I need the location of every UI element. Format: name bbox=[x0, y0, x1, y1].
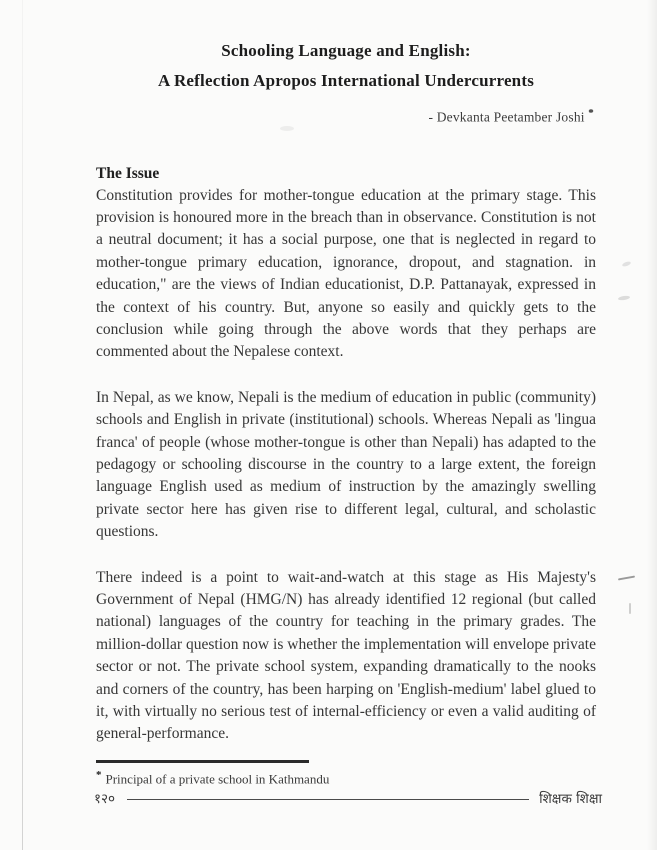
footnote bbox=[96, 769, 329, 787]
page-footer bbox=[94, 789, 602, 807]
author-footnote-marker: * bbox=[588, 107, 594, 119]
scan-smudge bbox=[622, 261, 632, 268]
author-byline bbox=[96, 107, 596, 126]
title-line-2: A Reflection Apropos International Undercurrents bbox=[157, 71, 535, 90]
footnote-marker: * bbox=[96, 769, 102, 781]
footnote-separator-rule bbox=[96, 760, 309, 763]
section-heading: The Issue bbox=[96, 164, 160, 182]
author-name: - Devkanta Peetamber Joshi bbox=[428, 109, 585, 125]
journal-title: शिक्षक शिक्षा bbox=[539, 791, 602, 807]
scan-smudge bbox=[618, 295, 630, 301]
scan-smudge bbox=[280, 126, 294, 131]
margin-pen-mark bbox=[618, 576, 635, 581]
article-body bbox=[96, 163, 596, 746]
scan-edge-right bbox=[647, 0, 657, 850]
page-number: १२० bbox=[94, 791, 116, 807]
title-line-1: Schooling Language and English: bbox=[221, 41, 471, 60]
paragraph-3: There indeed is a point to wait-and-watch at this stage as His Majesty's Government of Nepal (HMG/N) has already identified 12 regional (but called national) languages of the country for teaching in the primary grades. The million-dollar question now is whether the implementation will envelope private sector or not. The private school system, expanding dramatically to the nooks and corners of the country, has been harping on 'English-medium' label glued to it, with virtually no serious test of internal-efficiency or even a valid auditing of general-performance. bbox=[96, 568, 596, 743]
footer-rule bbox=[127, 799, 529, 800]
page-content bbox=[96, 36, 596, 769]
paragraph-1: Constitution provides for mother-tongue education at the primary stage. This provision is honoured more in the breach than in observance. Constitution is not a neutral document; it has a social purpose, one that is neglected in regard to mother-tongue primary education, ignorance, dropout, and stagnation. in education," are the views of Indian educationist, D.P. Pattanayak, expressed in the context of his country. But, anyone so easily and quickly gets to the conclusion while going through the above words that they perhaps are commented about the Nepalese context. bbox=[96, 186, 596, 361]
footnote-text: Principal of a private school in Kathmandu bbox=[105, 771, 330, 787]
scan-edge-left bbox=[22, 0, 23, 850]
margin-pen-mark bbox=[629, 603, 631, 614]
paragraph-2: In Nepal, as we know, Nepali is the medium of education in public (community) schools and English in private (institutional) schools. Whereas Nepali as 'lingua franca' of people (whose mother-tongue is other than Nepali) has adapted to the pedagogy or schooling discourse in the country to a large extent, the foreign language English used as medium of instruction by the amazingly swelling private sector here has given rise to different legal, cultural, and scholastic questions. bbox=[96, 388, 596, 541]
article-title bbox=[96, 36, 596, 96]
